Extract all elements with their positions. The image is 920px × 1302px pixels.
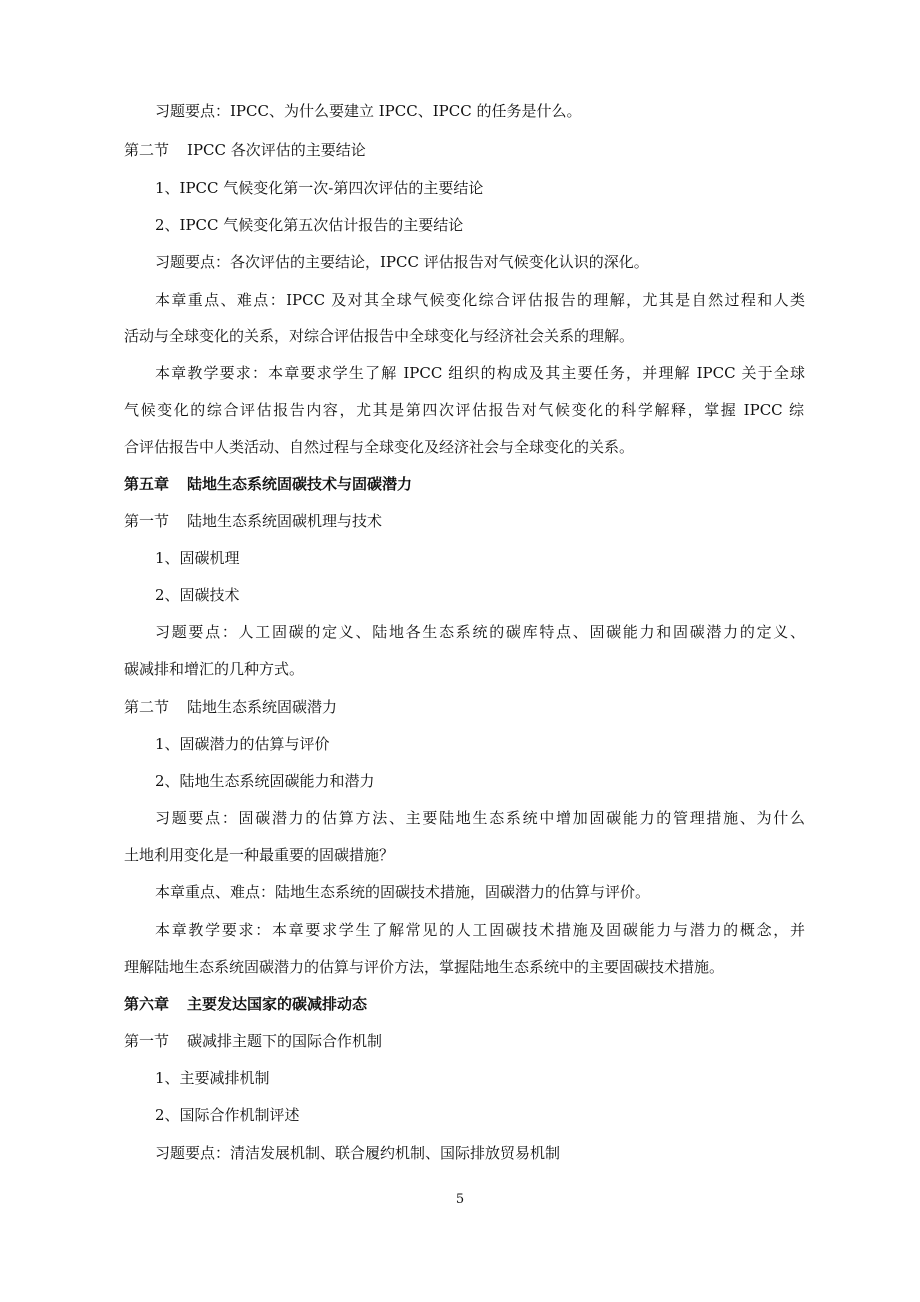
chapter-title: 陆地生态系统固碳技术与固碳潜力 [187,475,413,493]
section-number: 第一节 [124,512,170,530]
section-title: 陆地生态系统固碳机理与技术 [187,512,383,530]
section-heading [124,511,804,531]
section-heading [124,140,804,160]
section-title: IPCC 各次评估的主要结论 [187,141,366,159]
key-points-paragraph: 本章重点、难点：陆地生态系统的固碳技术措施，固碳潜力的估算与评价。 [155,883,651,901]
section-number: 第二节 [124,698,170,716]
key-points-paragraph: 本章重点、难点：IPCC 及对其全球气候变化综合评估报告的理解，尤其是自然过程和人类 [155,291,805,309]
list-item: 2、IPCC 气候变化第五次估计报告的主要结论 [155,216,464,234]
section-title: 碳减排主题下的国际合作机制 [187,1032,383,1050]
teaching-requirements-paragraph-cont: 合评估报告中人类活动、自然过程与全球变化及经济社会与全球变化的关系。 [124,438,635,456]
page-number: 5 [455,1192,465,1207]
section-number: 第二节 [124,141,170,159]
exercise-points: 习题要点：清洁发展机制、联合履约机制、国际排放贸易机制 [155,1144,561,1162]
exercise-points-ipcc: 习题要点：IPCC、为什么要建立 IPCC、IPCC 的任务是什么。 [155,102,582,120]
list-item: 2、国际合作机制评述 [155,1106,300,1124]
chapter-title: 主要发达国家的碳减排动态 [187,995,368,1013]
list-item: 2、固碳技术 [155,586,240,604]
exercise-points: 习题要点：固碳潜力的估算方法、主要陆地生态系统中增加固碳能力的管理措施、为什么 [155,809,805,827]
teaching-requirements-paragraph-cont: 理解陆地生态系统固碳潜力的估算与评价方法，掌握陆地生态系统中的主要固碳技术措施。 [124,958,725,976]
list-item: 1、固碳机理 [155,549,240,567]
chapter-heading [124,994,804,1014]
chapter-heading [124,474,804,494]
exercise-points-cont: 土地利用变化是一种最重要的固碳措施？ [124,846,395,864]
chapter-number: 第五章 [124,475,170,493]
teaching-requirements-paragraph: 本章教学要求：本章要求学生了解常见的人工固碳技术措施及固碳能力与潜力的概念，并 [155,921,805,939]
key-points-paragraph-cont: 活动与全球变化的关系，对综合评估报告中全球变化与经济社会关系的理解。 [124,327,635,345]
teaching-requirements-paragraph-cont: 气候变化的综合评估报告内容，尤其是第四次评估报告对气候变化的科学解释，掌握 IPCC 综 [124,401,804,419]
list-item: 1、IPCC 气候变化第一次-第四次评估的主要结论 [155,179,484,197]
list-item: 1、主要减排机制 [155,1069,270,1087]
exercise-points-cont: 碳减排和增汇的几种方式。 [124,660,305,678]
list-item: 1、固碳潜力的估算与评价 [155,735,330,753]
section-heading [124,697,804,717]
section-title: 陆地生态系统固碳潜力 [187,698,338,716]
chapter-number: 第六章 [124,995,170,1013]
section-number: 第一节 [124,1032,170,1050]
exercise-points: 习题要点：人工固碳的定义、陆地各生态系统的碳库特点、固碳能力和固碳潜力的定义、 [155,623,805,641]
teaching-requirements-paragraph: 本章教学要求：本章要求学生了解 IPCC 组织的构成及其主要任务，并理解 IPCC 关于全球 [155,364,805,382]
list-item: 2、陆地生态系统固碳能力和潜力 [155,772,375,790]
exercise-points: 习题要点：各次评估的主要结论，IPCC 评估报告对气候变化认识的深化。 [155,253,649,271]
section-heading [124,1031,804,1051]
